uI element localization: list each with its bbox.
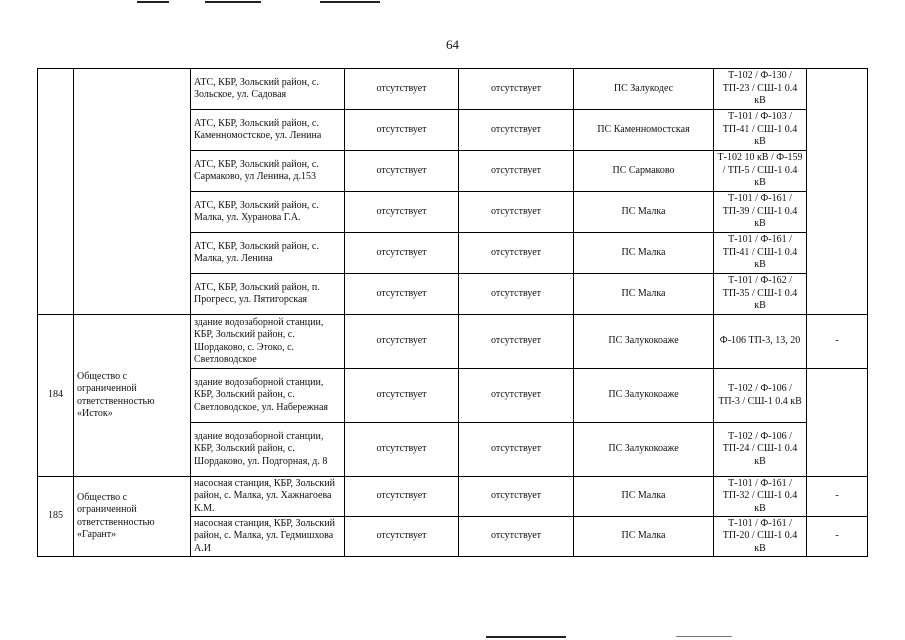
substation-cell: ПС Малка — [574, 274, 714, 315]
col-b-cell: отсутствует — [459, 233, 574, 274]
group-number-cell: 185 — [38, 477, 74, 557]
col-b-cell: отсутствует — [459, 69, 574, 110]
page-number: 64 — [446, 37, 459, 52]
col-a-cell: отсутствует — [345, 517, 459, 557]
col-a-cell: отсутствует — [345, 69, 459, 110]
address-cell: насосная станция, КБР, Зольский район, с. Малка, ул. Хажнагоева К.М. — [191, 477, 345, 517]
col-a-cell: отсутствует — [345, 233, 459, 274]
scan-artifact-line — [676, 636, 732, 637]
col-b-cell: отсутствует — [459, 423, 574, 477]
col-a-cell: отсутствует — [345, 477, 459, 517]
address-cell: здание водозаборной станции, КБР, Зольский район, с. Шордаково, с. Этоко, с. Светловодское — [191, 315, 345, 369]
table-row — [38, 477, 868, 517]
substation-cell: ПС Малка — [574, 233, 714, 274]
table-row — [38, 315, 868, 369]
col-b-cell: отсутствует — [459, 192, 574, 233]
scan-artifact-line — [320, 1, 380, 3]
organization-cell — [74, 69, 191, 315]
table-row — [38, 69, 868, 110]
col-b-cell: отсутствует — [459, 477, 574, 517]
col-b-cell: отсутствует — [459, 517, 574, 557]
substation-cell: ПС Малка — [574, 192, 714, 233]
col-a-cell: отсутствует — [345, 369, 459, 423]
organization-cell: Общество с ограниченной ответственностью «Гарант» — [74, 477, 191, 557]
address-cell: АТС, КБР, Зольский район, с. Каменномостское, ул. Ленина — [191, 110, 345, 151]
feeder-cell: Т-101 / Ф-161 / ТП-41 / СШ-1 0.4 кВ — [714, 233, 807, 274]
col-a-cell: отсутствует — [345, 110, 459, 151]
scan-artifact-line — [137, 1, 169, 3]
col-a-cell: отсутствует — [345, 151, 459, 192]
feeder-cell: Т-102 / Ф-106 / ТП-24 / СШ-1 0.4 кВ — [714, 423, 807, 477]
address-cell: АТС, КБР, Зольский район, с. Зольское, ул. Садовая — [191, 69, 345, 110]
col-b-cell: отсутствует — [459, 151, 574, 192]
address-cell: насосная станция, КБР, Зольский район, с. Малка, ул. Гедмишхова А.И — [191, 517, 345, 557]
address-cell: АТС, КБР, Зольский район, с. Сармаково, ул Ленина, д.153 — [191, 151, 345, 192]
substation-cell: ПС Сармаково — [574, 151, 714, 192]
substation-cell: ПС Залукокоаже — [574, 369, 714, 423]
last-cell: - — [807, 517, 868, 557]
feeder-cell: Т-101 / Ф-161 / ТП-32 / СШ-1 0.4 кВ — [714, 477, 807, 517]
address-cell: АТС, КБР, Зольский район, с. Малка, ул. Ленина — [191, 233, 345, 274]
address-cell: АТС, КБР, Зольский район, п. Прогресс, ул. Пятигорская — [191, 274, 345, 315]
address-cell: здание водозаборной станции, КБР, Зольский район, с. Шордаково, ул. Подгорная, д. 8 — [191, 423, 345, 477]
feeder-cell: Т-101 / Ф-162 / ТП-35 / СШ-1 0.4 кВ — [714, 274, 807, 315]
substation-cell: ПС Малка — [574, 517, 714, 557]
group-number-cell: 184 — [38, 315, 74, 477]
col-b-cell: отсутствует — [459, 274, 574, 315]
last-cell — [807, 369, 868, 477]
feeder-cell: Т-102 / Ф-106 / ТП-3 / СШ-1 0.4 кВ — [714, 369, 807, 423]
col-a-cell: отсутствует — [345, 315, 459, 369]
scan-artifact-line — [205, 1, 261, 3]
substation-cell: ПС Залукокоаже — [574, 315, 714, 369]
group-number-cell — [38, 69, 74, 315]
col-b-cell: отсутствует — [459, 315, 574, 369]
feeder-cell: Т-101 / Ф-161 / ТП-20 / СШ-1 0.4 кВ — [714, 517, 807, 557]
col-a-cell: отсутствует — [345, 192, 459, 233]
substation-cell: ПС Каменномостская — [574, 110, 714, 151]
substation-cell: ПС Залукодес — [574, 69, 714, 110]
col-a-cell: отсутствует — [345, 423, 459, 477]
feeder-cell: Т-102 10 кВ / Ф-159 / ТП-5 / СШ-1 0.4 кВ — [714, 151, 807, 192]
feeder-cell: Т-101 / Ф-103 / ТП-41 / СШ-1 0.4 кВ — [714, 110, 807, 151]
substation-cell: ПС Залукокоаже — [574, 423, 714, 477]
scan-artifact-line — [486, 636, 566, 638]
data-table — [37, 68, 868, 557]
feeder-cell: Т-101 / Ф-161 / ТП-39 / СШ-1 0.4 кВ — [714, 192, 807, 233]
col-b-cell: отсутствует — [459, 369, 574, 423]
col-a-cell: отсутствует — [345, 274, 459, 315]
address-cell: здание водозаборной станции, КБР, Зольский район, с. Светловодское, ул. Набережная — [191, 369, 345, 423]
substation-cell: ПС Малка — [574, 477, 714, 517]
col-b-cell: отсутствует — [459, 110, 574, 151]
feeder-cell: Т-102 / Ф-130 / ТП-23 / СШ-1 0.4 кВ — [714, 69, 807, 110]
last-cell: - — [807, 315, 868, 369]
feeder-cell: Ф-106 ТП-3, 13, 20 — [714, 315, 807, 369]
organization-cell: Общество с ограниченной ответственностью «Исток» — [74, 315, 191, 477]
address-cell: АТС, КБР, Зольский район, с. Малка, ул. Хуранова Г.А. — [191, 192, 345, 233]
last-cell: - — [807, 477, 868, 517]
last-cell — [807, 69, 868, 315]
